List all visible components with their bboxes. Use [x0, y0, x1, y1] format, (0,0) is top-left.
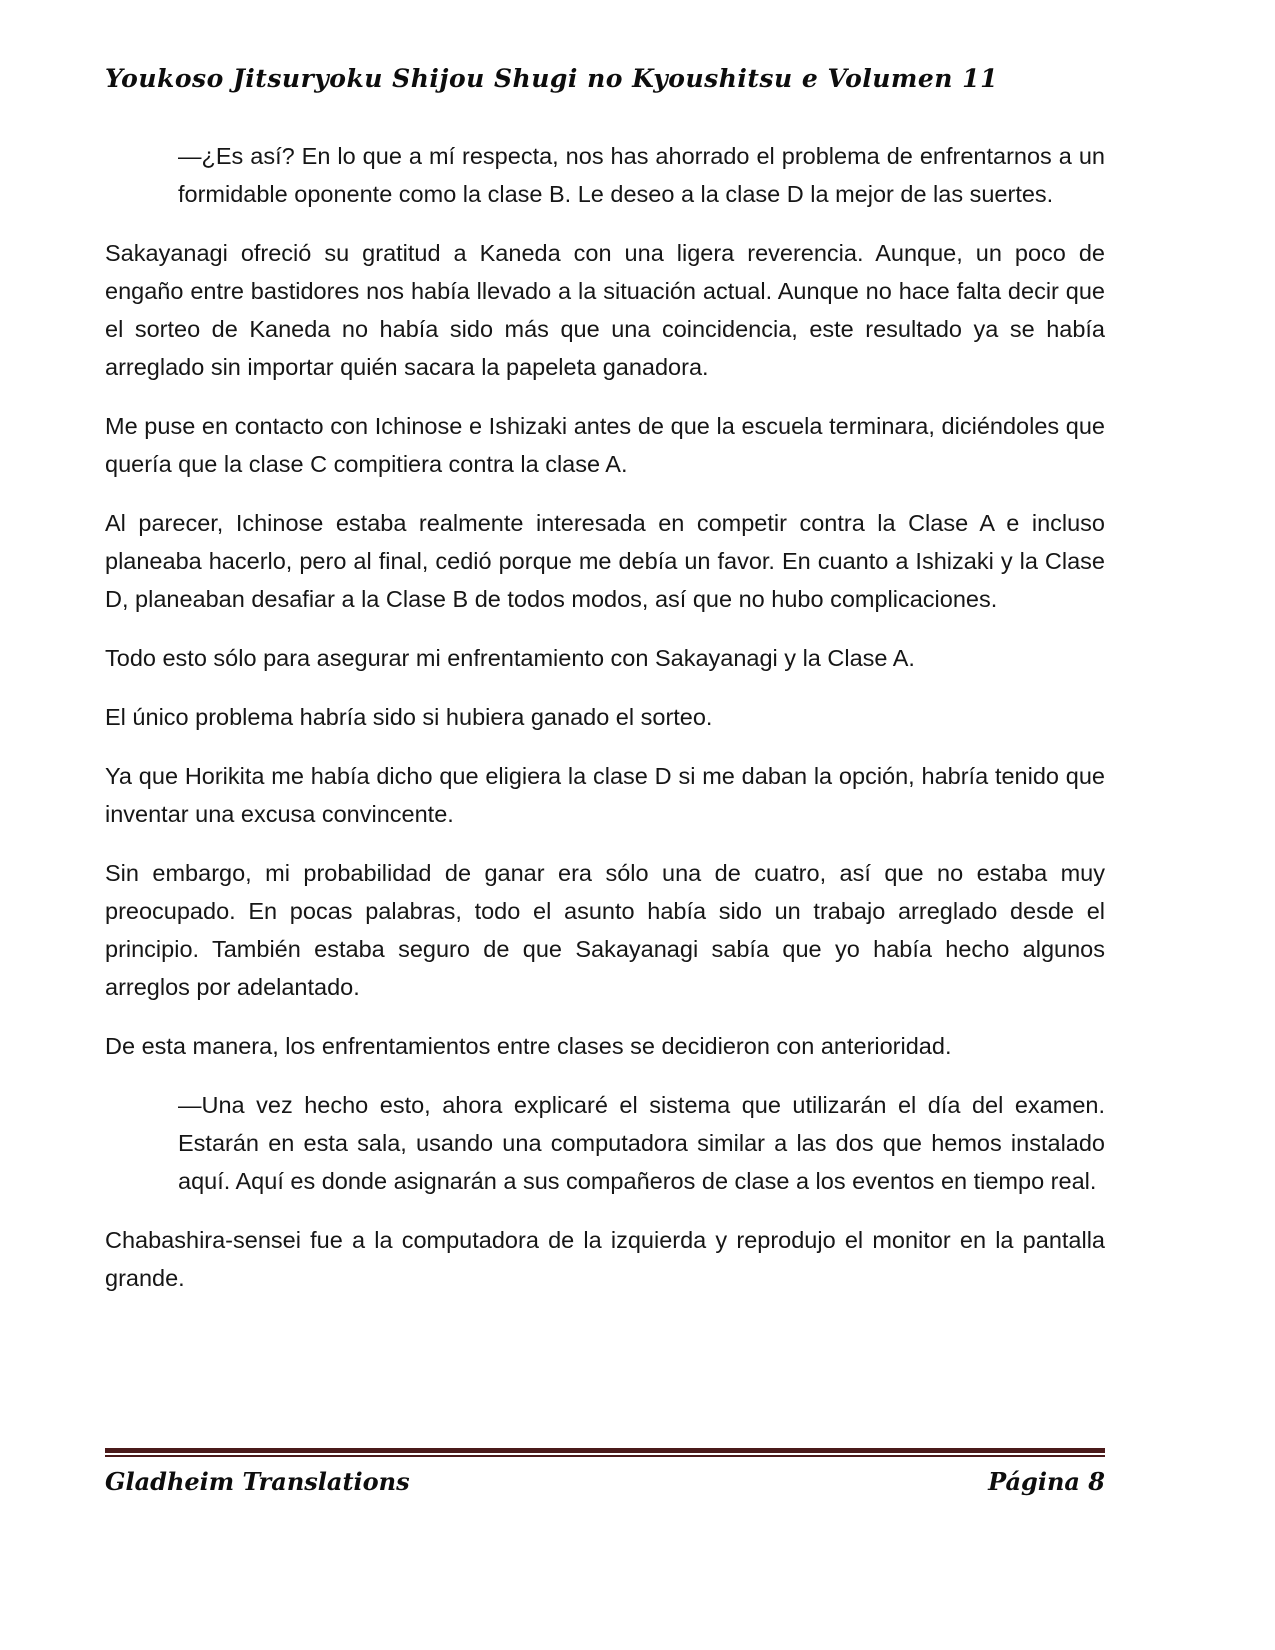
paragraph-dialogue: —¿Es así? En lo que a mí respecta, nos has ahorrado el problema de enfrentarnos a un formidable oponente como la clase B. Le deseo a la clase D la mejor de las suertes. [178, 143, 1105, 207]
paragraph: Al parecer, Ichinose estaba realmente interesada en competir contra la Clase A e incluso planeaba hacerlo, pero al final, cedió porque me debía un favor. En cuanto a Ishizaki y la Clase D, planeaban desafiar a la Clase B de todos modos, así que no hubo complicaciones. [105, 510, 1105, 612]
paragraph-dialogue: —Una vez hecho esto, ahora explicaré el sistema que utilizarán el día del examen. Estarán en esta sala, usando una computadora similar a las dos que hemos instalado aquí. Aquí es donde asignarán a sus compañeros de clase a los eventos en tiempo real. [178, 1092, 1105, 1194]
paragraph: Sin embargo, mi probabilidad de ganar era sólo una de cuatro, así que no estaba muy preocupado. En pocas palabras, todo el asunto había sido un trabajo arreglado desde el principio. También estaba seguro de que Sakayanagi sabía que yo había hecho algunos arreglos por adelantado. [105, 860, 1105, 1000]
document-body [105, 137, 1105, 1297]
paragraph: Todo esto sólo para asegurar mi enfrentamiento con Sakayanagi y la Clase A. [105, 645, 915, 671]
page-header-title: Youkoso Jitsuryoku Shijou Shugi no Kyoushitsu e Volumen 11 [105, 64, 998, 93]
paragraph: Me puse en contacto con Ichinose e Ishizaki antes de que la escuela terminara, diciéndoles que quería que la clase C compitiera contra la clase A. [105, 413, 1105, 477]
paragraph: Sakayanagi ofreció su gratitud a Kaneda con una ligera reverencia. Aunque, un poco de engaño entre bastidores nos había llevado a la situación actual. Aunque no hace falta decir que el sorteo de Kaneda no había sido más que una coincidencia, este resultado ya se había arreglado sin importar quién sacara la papeleta ganadora. [105, 240, 1105, 380]
paragraph: De esta manera, los enfrentamientos entre clases se decidieron con anterioridad. [105, 1033, 952, 1059]
footer-divider [105, 1448, 1105, 1457]
paragraph: Chabashira-sensei fue a la computadora de la izquierda y reprodujo el monitor en la pantalla grande. [105, 1227, 1105, 1291]
paragraph: El único problema habría sido si hubiera ganado el sorteo. [105, 704, 713, 730]
page-footer [105, 1448, 1105, 1496]
paragraph: Ya que Horikita me había dicho que eligiera la clase D si me daban la opción, habría tenido que inventar una excusa convincente. [105, 763, 1105, 827]
footer-page-number: Página 8 [988, 1467, 1105, 1496]
footer-translator: Gladheim Translations [105, 1467, 410, 1496]
